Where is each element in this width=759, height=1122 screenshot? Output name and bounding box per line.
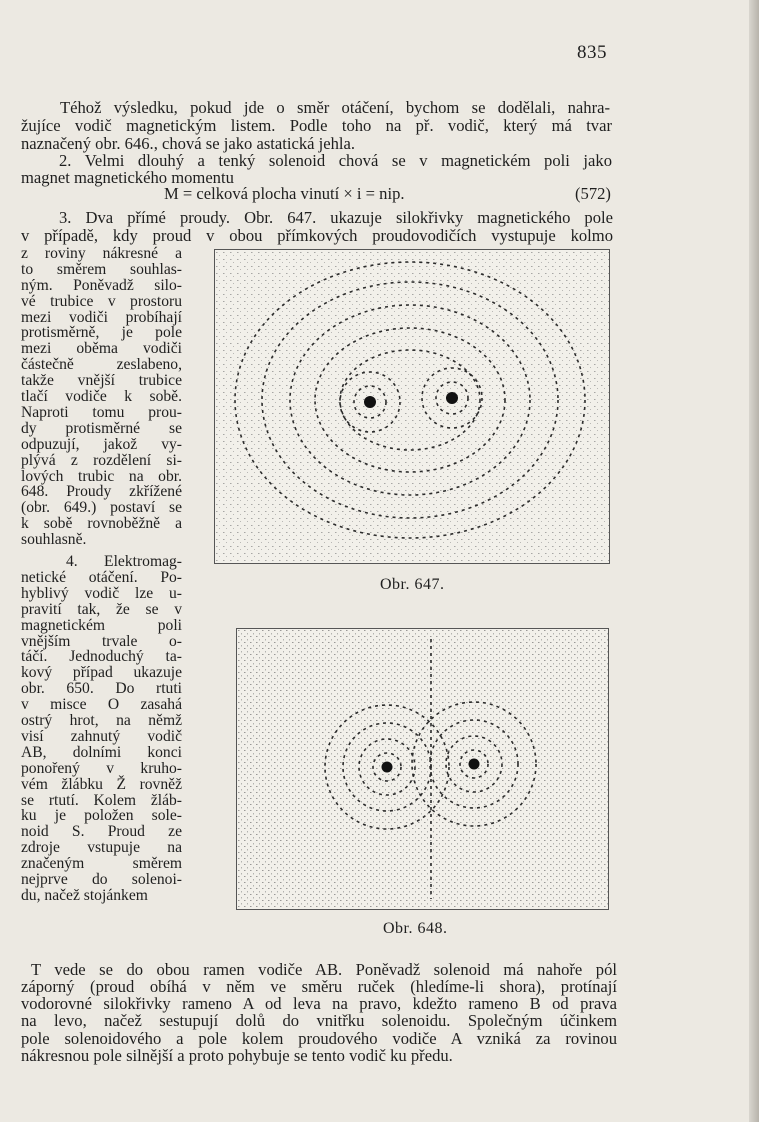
figure-caption: Obr. 648. [383,920,448,937]
side-text-line: protisměrně, je pole [21,324,182,341]
side-text-line: kový případ ukazuje [21,664,182,681]
side-text-line: ku je položen sole- [21,807,182,824]
side-text-line: vém žlábku Ž rovněž [21,776,182,793]
side-text-line: hyblivý vodič lze u- [21,585,182,602]
side-text-line: částečně zeslabeno, [21,356,182,373]
text-line: magnet magnetického momentu [21,168,234,187]
text-line: žujíce vodič magnetickým listem. Podle toho na př. vodič, který má tvar [21,116,612,135]
side-text-line: AB, dolními konci [21,744,182,761]
conductor-dot [382,762,393,773]
side-text-line: Naproti tomu prou- [21,404,182,421]
figure-647 [214,249,610,564]
side-text-line: takže vnější trubice [21,372,182,389]
side-text-line: ným. Poněvadž silo- [21,277,182,294]
side-text-line: k sobě rovnoběžně a [21,515,182,532]
side-text-line: visí zahnutý vodič [21,728,182,745]
side-text-line: odpuzují, jakož vy- [21,436,182,453]
side-text-line: zdroje vstupuje na [21,839,182,856]
text-line: Téhož výsledku, pokud jde o směr otáčení, bychom se dodělali, nahra- [60,98,610,117]
side-text-line: ponořený v kruho- [21,760,182,777]
formula-number: (572) [575,184,611,203]
side-text-line: tlačí vodiče k sobě. [21,388,182,405]
field-lines-image-648 [237,629,608,909]
page-number: 835 [577,42,607,63]
text-line: záporný (proud obíhá v něm ve směru ruček (hledíme-li shora), protínají [21,977,617,996]
text-line: na levo, načež sestupují dolů do vnitřku solenoidu. Společným účinkem [21,1011,617,1030]
side-text-line: netické otáčení. Po- [21,569,182,586]
side-text-line: noid S. Proud ze [21,823,182,840]
side-text-line: v misce O zasahá [21,696,182,713]
text-line: v případě, kdy proud v obou přímkových proudovodičích vystupuje kolmo [21,226,613,245]
text-line: vodorovné silokřivky rameno A od leva na pravo, kdežto rameno B od prava [21,994,617,1013]
side-text-line: mezi vodiči probíhají [21,309,182,326]
side-text-line: (obr. 649.) postaví se [21,499,182,516]
side-text-line: vé trubice v prostoru [21,293,182,310]
side-text-line: souhlasně. [21,531,87,548]
side-text-line: dy protisměrné se [21,420,182,437]
formula: M = celková plocha vinutí × i = nip. [164,184,405,203]
text-line: T vede se do obou ramen vodiče AB. Poněvadž solenoid má nahoře pól [31,960,617,979]
conductor-dot [469,759,480,770]
side-text-line: značeným směrem [21,855,182,872]
side-text-line: vnějším trvale o- [21,633,182,650]
page-edge [749,0,759,1122]
field-lines-image-647 [215,250,609,563]
side-text-line: ostrý hrot, na němž [21,712,182,729]
text-line: naznačený obr. 646., chová se jako astatická jehla. [21,134,356,153]
side-text-line: obr. 650. Do rtuti [21,680,182,697]
side-text-line: lových trubic na obr. [21,468,182,485]
conductor-dot [446,392,458,404]
side-text-line: plývá z rozdělení si- [21,452,182,469]
side-text-line: mezi oběma vodiči [21,340,182,357]
side-text-line: 648. Proudy zkřížené [21,483,182,500]
side-text-line: du, načež stojánkem [21,887,148,904]
figure-648 [236,628,609,910]
side-text-line: 4. Elektromag- [66,553,182,570]
side-text-line: to směrem souhlas- [21,261,182,278]
figure-caption: Obr. 647. [380,576,445,593]
side-text-line: táčí. Jednoduchý ta- [21,648,182,665]
side-text-line: se rtutí. Kolem žláb- [21,792,182,809]
text-line: 2. Velmi dlouhý a tenký solenoid chová se v magnetickém poli jako [59,151,612,170]
side-text-line: magnetickém poli [21,617,182,634]
text-line: nákresnou pole silnější a proto pohybuje se tento vodič ku předu. [21,1046,453,1065]
text-line: pole solenoidového a pole kolem proudového vodiče A vzniká za rovinou [21,1029,617,1048]
side-text-line: nejprve do solenoi- [21,871,182,888]
conductor-dot [364,396,376,408]
side-text-line: pravití tak, že se v [21,601,182,618]
text-line: 3. Dva přímé proudy. Obr. 647. ukazuje silokřivky magnetického pole [59,208,613,227]
side-text-line: z roviny nákresné a [21,245,182,262]
